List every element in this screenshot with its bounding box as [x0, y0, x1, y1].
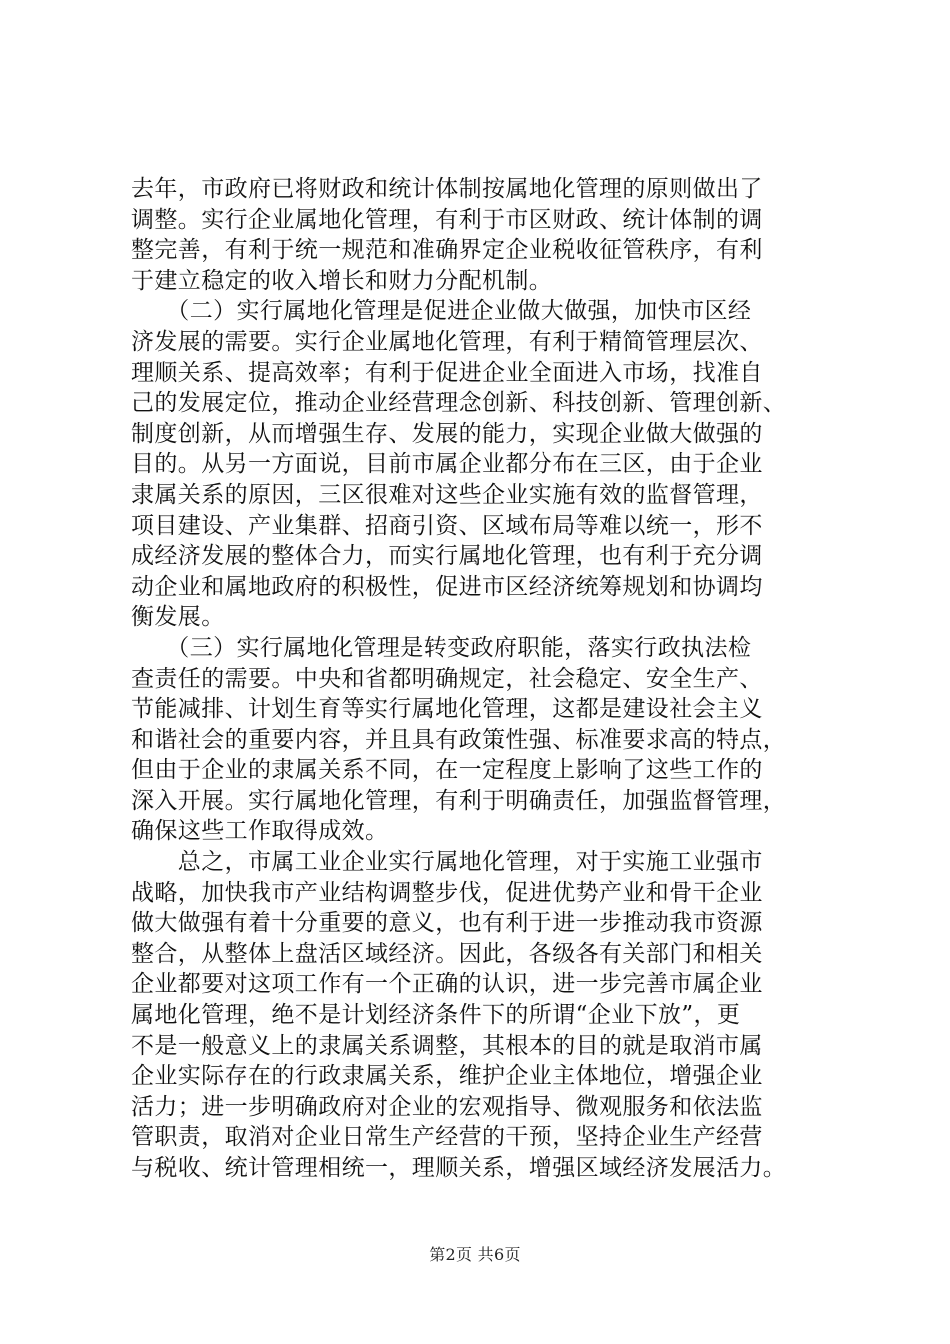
text-line: 己的发展定位，推动企业经营理念创新、科技创新、管理创新、 [131, 390, 787, 417]
body-text [131, 174, 839, 1184]
text-line: 成经济发展的整体合力，而实行属地化管理，也有利于充分调 [131, 543, 763, 570]
text-line: 管职责，取消对企业日常生产经营的干预，坚持企业生产经营 [131, 1124, 763, 1151]
text-line: （二）实行属地化管理是促进企业做大做强，加快市区经 [131, 298, 752, 325]
text-line: 理顺关系、提高效率；有利于促进企业全面进入市场，找准自 [131, 359, 763, 386]
text-line: 调整。实行企业属地化管理，有利于市区财政、统计体制的调 [131, 206, 763, 233]
text-line: 制度创新，从而增强生存、发展的能力，实现企业做大做强的 [131, 420, 763, 447]
text-line: 查责任的需要。中央和省都明确规定，社会稳定、安全生产、 [131, 665, 763, 692]
text-line: 隶属关系的原因，三区很难对这些企业实施有效的监督管理， [131, 481, 763, 508]
text-line: 节能减排、计划生育等实行属地化管理，这都是建设社会主义 [131, 696, 763, 723]
text-line: 但由于企业的隶属关系不同，在一定程度上影响了这些工作的 [131, 757, 763, 784]
text-line: 总之，市属工业企业实行属地化管理，对于实施工业强市 [131, 849, 763, 876]
text-line: 动企业和属地政府的积极性，促进市区经济统筹规划和协调均 [131, 573, 763, 600]
text-line: 于建立稳定的收入增长和财力分配机制。 [131, 267, 553, 294]
text-line: 战略，加快我市产业结构调整步伐，促进优势产业和骨干企业 [131, 879, 763, 906]
text-line: 属地化管理，绝不是计划经济条件下的所谓“企业下放”，更 [131, 1002, 741, 1029]
page-footer [0, 1245, 950, 1265]
text-line: 济发展的需要。实行企业属地化管理，有利于精简管理层次、 [131, 328, 763, 355]
text-line: 和谐社会的重要内容，并且具有政策性强、标准要求高的特点， [131, 726, 787, 753]
text-line: 整合，从整体上盘活区域经济。因此，各级各有关部门和相关 [131, 940, 763, 967]
text-line: 整完善，有利于统一规范和准确界定企业税收征管秩序，有利 [131, 237, 763, 264]
text-line: 去年，市政府已将财政和统计体制按属地化管理的原则做出了 [131, 176, 763, 202]
text-line: 活力；进一步明确政府对企业的宏观指导、微观服务和依法监 [131, 1093, 763, 1120]
page-number-label: 第2页 共6页 [429, 1245, 521, 1264]
text-line: （三）实行属地化管理是转变政府职能，落实行政执法检 [131, 634, 752, 661]
text-line: 衡发展。 [131, 604, 225, 631]
text-line: 企业都要对这项工作有一个正确的认识，进一步完善市属企业 [131, 971, 763, 998]
text-line: 项目建设、产业集群、招商引资、区域布局等难以统一，形不 [131, 512, 763, 539]
text-line: 确保这些工作取得成效。 [131, 818, 389, 845]
text-line: 深入开展。实行属地化管理，有利于明确责任，加强监督管理， [131, 787, 787, 814]
text-line: 做大做强有着十分重要的意义，也有利于进一步推动我市资源 [131, 910, 763, 937]
text-line: 企业实际存在的行政隶属关系，维护企业主体地位，增强企业 [131, 1063, 763, 1090]
text-line: 不是一般意义上的隶属关系调整，其根本的目的就是取消市属 [131, 1032, 763, 1059]
text-line: 与税收、统计管理相统一，理顺关系，增强区域经济发展活力。 [131, 1155, 787, 1181]
text-line: 目的。从另一方面说，目前市属企业都分布在三区，由于企业 [131, 451, 763, 478]
